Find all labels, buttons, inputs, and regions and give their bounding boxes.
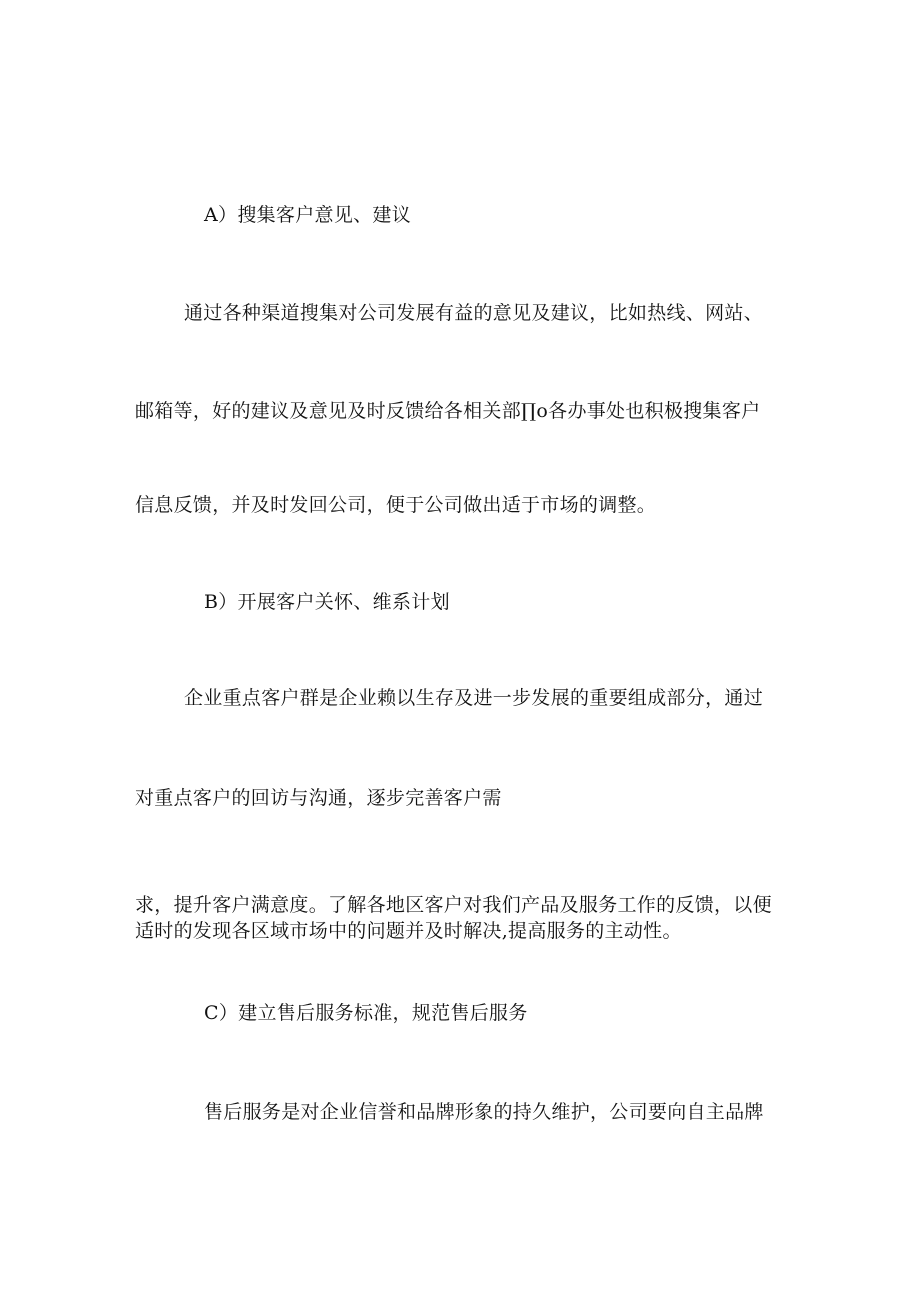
section-heading-a: A）搜集客户意见、建议 [204, 204, 412, 226]
paragraph-line: 对重点客户的回访与沟通，逐步完善客户需 [135, 787, 502, 809]
paragraph-line: 企业重点客户群是企业赖以生存及进一步发展的重要组成部分，通过 [184, 687, 764, 709]
paragraph-line: 求，提升客户满意度。了解各地区客户对我们产品及服务工作的反馈，以便 [135, 894, 772, 916]
section-heading-b: B）开展客户关怀、维系计划 [204, 591, 450, 613]
section-heading-c: C）建立售后服务标准，规范售后服务 [204, 1002, 528, 1024]
paragraph-line: 通过各种渠道搜集对公司发展有益的意见及建议，比如热线、网站、 [184, 302, 764, 324]
paragraph-line: 信息反馈，并及时发回公司，便于公司做出适于市场的调整。 [135, 494, 657, 516]
paragraph-line: 适时的发现各区域市场中的问题并及时解决,提高服务的主动性。 [135, 920, 682, 942]
paragraph-line: 售后服务是对企业信誉和品牌形象的持久维护，公司要向自主品牌 [204, 1101, 764, 1123]
paragraph-line: 邮箱等，好的建议及意见及时反馈给各相关部∏o各办事处也积极搜集客户 [135, 400, 761, 422]
